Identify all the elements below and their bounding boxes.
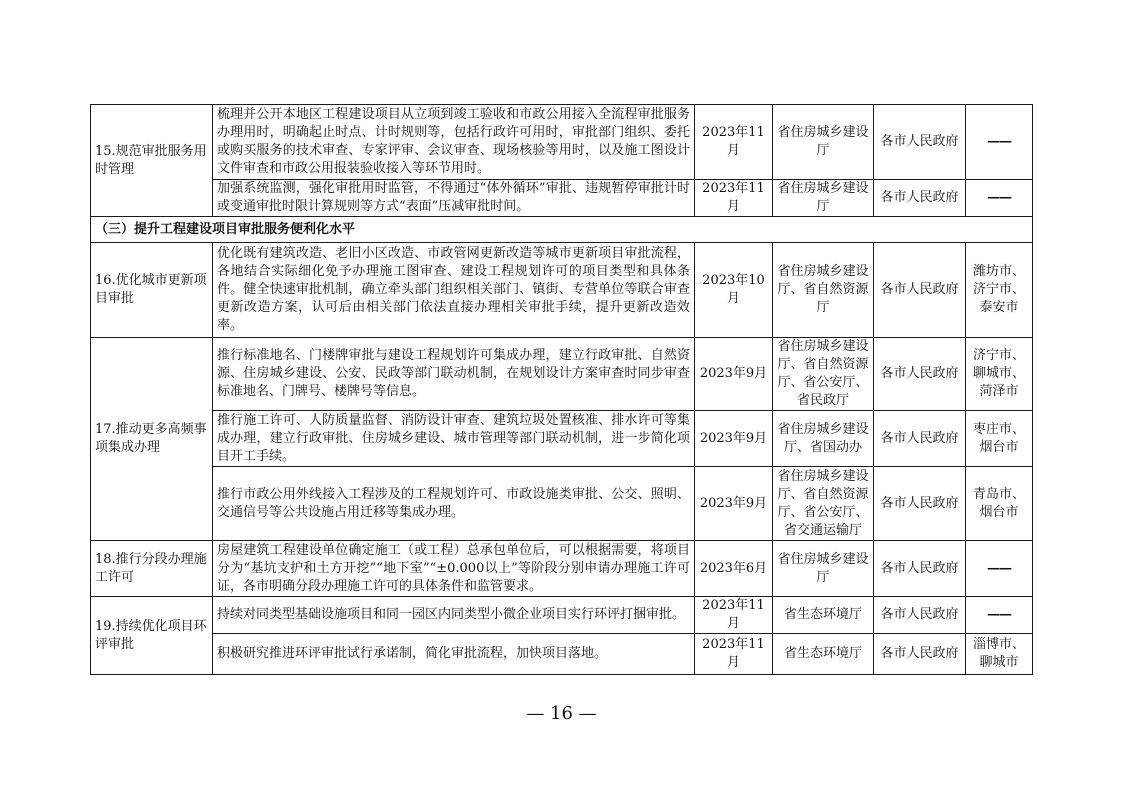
lead-department: 省生态环境厅	[773, 634, 874, 675]
lead-department: 省生态环境厅	[773, 597, 874, 634]
lead-department: 省住房城乡建设厅、省自然资源厅、省公安厅、省交通运输厅	[773, 467, 874, 541]
task-content: 积极研究推进环评审批试行承诺制，简化审批流程，加快项目落地。	[213, 634, 695, 675]
deadline: 2023年11月	[695, 634, 773, 675]
responsible-unit: 各市人民政府	[874, 467, 966, 541]
item-name: 19.持续优化项目环评审批	[91, 597, 213, 675]
page-number: — 16 —	[526, 703, 597, 724]
responsible-unit: 各市人民政府	[874, 411, 966, 467]
pilot-cities: ——	[966, 105, 1033, 180]
section-row	[91, 217, 1033, 243]
pilot-cities: 青岛市、烟台市	[966, 467, 1033, 541]
table-row	[91, 338, 1033, 411]
table-row	[91, 411, 1033, 467]
deadline: 2023年9月	[695, 411, 773, 467]
task-content: 推行施工许可、人防质量监督、消防设计审查、建筑垃圾处置核准、排水许可等集成办理，建立行政审批、住房城乡建设、城市管理等部门联动机制，进一步简化项目开工手续。	[213, 411, 695, 467]
task-content: 房屋建筑工程建设单位确定施工（或工程）总承包单位后，可以根据需要，将项目分为“基坑支护和土方开挖”“地下室”“±0.000以上”等阶段分别申请办理施工许可证，各市明确分段办理施工许可的具体条件和监管要求。	[213, 541, 695, 597]
deadline: 2023年11月	[695, 597, 773, 634]
deadline: 2023年6月	[695, 541, 773, 597]
responsible-unit: 各市人民政府	[874, 105, 966, 180]
lead-department: 省住房城乡建设厅	[773, 541, 874, 597]
responsible-unit: 各市人民政府	[874, 541, 966, 597]
pilot-cities: ——	[966, 597, 1033, 634]
lead-department: 省住房城乡建设厅	[773, 105, 874, 180]
responsible-unit: 各市人民政府	[874, 180, 966, 217]
lead-department: 省住房城乡建设厅、省自然资源厅	[773, 243, 874, 338]
item-name: 15.规范审批服务用时管理	[91, 105, 213, 217]
pilot-cities: 济宁市、聊城市、菏泽市	[966, 338, 1033, 411]
responsible-unit: 各市人民政府	[874, 597, 966, 634]
deadline: 2023年11月	[695, 105, 773, 180]
table-row	[91, 597, 1033, 634]
pilot-cities: 潍坊市、济宁市、泰安市	[966, 243, 1033, 338]
deadline: 2023年11月	[695, 180, 773, 217]
task-content: 推行标准地名、门楼牌审批与建设工程规划许可集成办理，建立行政审批、自然资源、住房城乡建设、公安、民政等部门联动机制，在规划设计方案审查时同步审查标准地名、门牌号、楼牌号等信息。	[213, 338, 695, 411]
task-content: 推行市政公用外线接入工程涉及的工程规划许可、市政设施类审批、公交、照明、交通信号等公共设施占用迁移等集成办理。	[213, 467, 695, 541]
deadline: 2023年9月	[695, 467, 773, 541]
responsible-unit: 各市人民政府	[874, 634, 966, 675]
lead-department: 省住房城乡建设厅、省国动办	[773, 411, 874, 467]
table-row	[91, 243, 1033, 338]
responsible-unit: 各市人民政府	[874, 243, 966, 338]
deadline: 2023年10月	[695, 243, 773, 338]
deadline: 2023年9月	[695, 338, 773, 411]
table-row	[91, 105, 1033, 180]
section-heading: （三）提升工程建设项目审批服务便利化水平	[91, 217, 1033, 243]
lead-department: 省住房城乡建设厅	[773, 180, 874, 217]
table-row	[91, 467, 1033, 541]
policy-task-table	[90, 104, 1033, 675]
task-content: 优化既有建筑改造、老旧小区改造、市政管网更新改造等城市更新项目审批流程，各地结合实际细化免予办理施工图审查、建设工程规划许可的项目类型和具体条件。健全快速审批机制，确立牵头部门组织相关部门、镇街、专营单位等联合审查更新改造方案，认可后由相关部门依法直接办理相关审批手续，提升更新改造效率。	[213, 243, 695, 338]
item-name: 17.推动更多高频事项集成办理	[91, 338, 213, 541]
responsible-unit: 各市人民政府	[874, 338, 966, 411]
task-content: 持续对同类型基础设施项目和同一园区内同类型小微企业项目实行环评打捆审批。	[213, 597, 695, 634]
table-row	[91, 180, 1033, 217]
lead-department: 省住房城乡建设厅、省自然资源厅、省公安厅、省民政厅	[773, 338, 874, 411]
item-name: 18.推行分段办理施工许可	[91, 541, 213, 597]
item-name: 16.优化城市更新项目审批	[91, 243, 213, 338]
pilot-cities: ——	[966, 541, 1033, 597]
table-row	[91, 541, 1033, 597]
pilot-cities: 枣庄市、烟台市	[966, 411, 1033, 467]
table-row	[91, 634, 1033, 675]
task-content: 加强系统监测，强化审批用时监管，不得通过“体外循环”审批、违规暂停审批计时或变通审批时限计算规则等方式“表面”压减审批时间。	[213, 180, 695, 217]
pilot-cities: ——	[966, 180, 1033, 217]
task-content: 梳理并公开本地区工程建设项目从立项到竣工验收和市政公用接入全流程审批服务办理用时，明确起止时点、计时规则等，包括行政许可用时，审批部门组织、委托或购买服务的技术审查、专家评审、会议审查、现场核验等用时，以及施工图设计文件审查和市政公用报装验收接入等环节用时。	[213, 105, 695, 180]
pilot-cities: 淄博市、聊城市	[966, 634, 1033, 675]
